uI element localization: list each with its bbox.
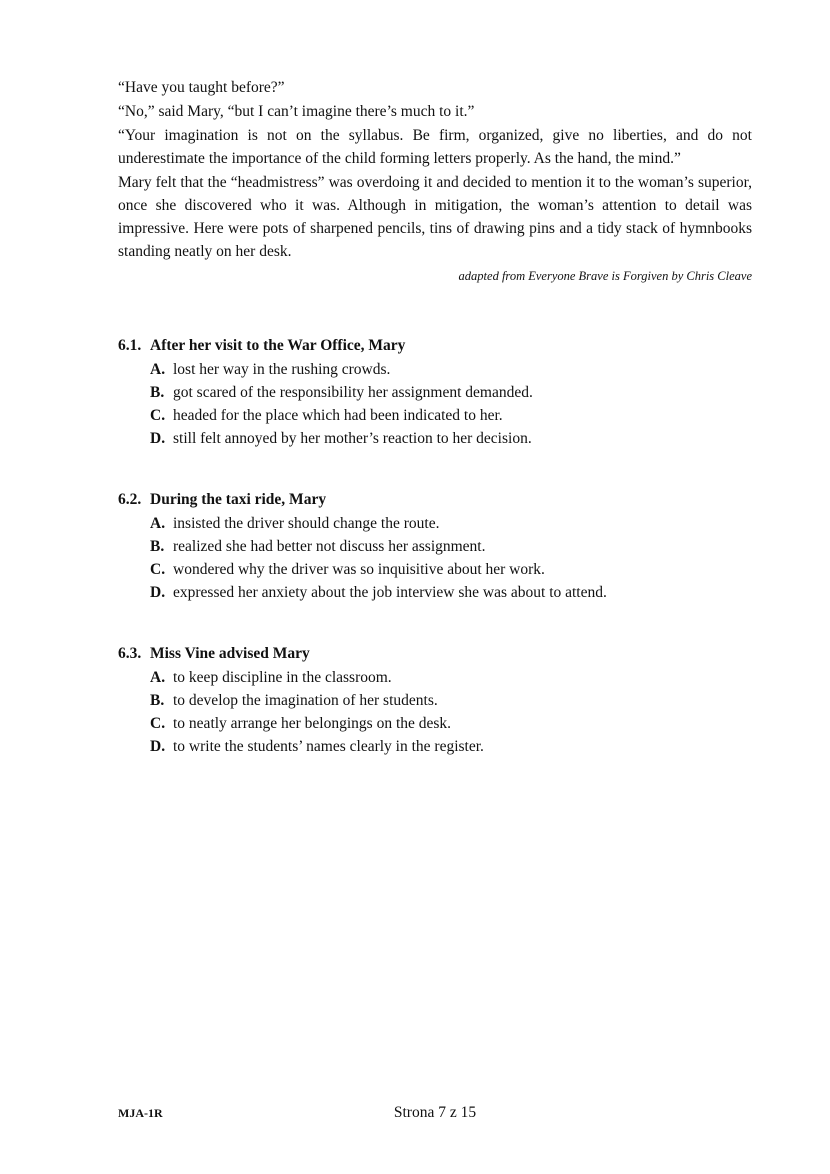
question-stem-text: During the taxi ride, Mary (150, 491, 327, 508)
question-number: 6.3. (118, 645, 142, 662)
answer-option-d[interactable] (118, 581, 752, 604)
option-letter: D. (150, 738, 166, 755)
answer-option-c[interactable] (118, 558, 752, 581)
option-letter: A. (150, 515, 166, 532)
option-text: realized she had better not discuss her assignment. (173, 538, 486, 555)
passage-source: adapted from Everyone Brave is Forgiven by Chris Cleave (458, 269, 752, 283)
reading-passage (118, 76, 752, 285)
option-text: headed for the place which had been indicated to her. (173, 407, 503, 424)
passage-paragraph: “No,” said Mary, “but I can’t imagine there’s much to it.” (118, 103, 475, 120)
option-letter: A. (150, 669, 166, 686)
option-letter: B. (150, 692, 165, 709)
question-6-2 (118, 489, 752, 604)
answer-option-d[interactable] (118, 735, 752, 758)
option-letter: C. (150, 407, 166, 424)
answer-option-a[interactable] (118, 666, 752, 689)
option-letter: A. (150, 361, 166, 378)
option-text: insisted the driver should change the route. (173, 515, 440, 532)
option-text: expressed her anxiety about the job interview she was about to attend. (173, 584, 607, 601)
question-stem (118, 643, 752, 665)
option-text: to write the students’ names clearly in the register. (173, 738, 484, 755)
option-letter: C. (150, 715, 166, 732)
question-6-3 (118, 643, 752, 758)
question-number: 6.1. (118, 337, 142, 354)
page-footer (118, 1104, 752, 1126)
answer-option-d[interactable] (118, 427, 752, 450)
option-letter: D. (150, 430, 166, 447)
page-number: Strona 7 z 15 (393, 1104, 477, 1121)
passage-paragraph: Mary felt that the “headmistress” was overdoing it and decided to mention it to the woman’s superior, once she discovered who it was. Although in mitigation, the woman’s attention to detail was impressive. Here were pots of sharpened pencils, tins of drawing pins and a tidy stack of hymnbooks standing neatly on her desk. (118, 174, 752, 260)
answer-option-c[interactable] (118, 712, 752, 735)
question-6-1 (118, 335, 752, 450)
question-stem (118, 489, 752, 511)
option-text: still felt annoyed by her mother’s reaction to her decision. (173, 430, 532, 447)
question-stem (118, 335, 752, 357)
answer-option-b[interactable] (118, 381, 752, 404)
answer-option-a[interactable] (118, 512, 752, 535)
passage-paragraph: “Your imagination is not on the syllabus. Be firm, organized, give no liberties, and do not underestimate the importance of the child forming letters properly. As the hand, the mind.” (118, 127, 752, 167)
option-letter: D. (150, 584, 166, 601)
option-text: to keep discipline in the classroom. (173, 669, 392, 686)
answer-option-c[interactable] (118, 404, 752, 427)
exam-code: MJA-1R (118, 1106, 163, 1120)
option-text: wondered why the driver was so inquisitive about her work. (173, 561, 545, 578)
option-letter: C. (150, 561, 166, 578)
answer-option-a[interactable] (118, 358, 752, 381)
question-stem-text: Miss Vine advised Mary (150, 645, 310, 662)
option-text: to neatly arrange her belongings on the desk. (173, 715, 452, 732)
passage-paragraph: “Have you taught before?” (118, 79, 285, 96)
question-number: 6.2. (118, 491, 142, 508)
answer-option-b[interactable] (118, 535, 752, 558)
option-text: got scared of the responsibility her assignment demanded. (173, 384, 533, 401)
answer-option-b[interactable] (118, 689, 752, 712)
option-letter: B. (150, 384, 165, 401)
option-text: to develop the imagination of her students. (173, 692, 438, 709)
option-text: lost her way in the rushing crowds. (173, 361, 391, 378)
option-letter: B. (150, 538, 165, 555)
question-stem-text: After her visit to the War Office, Mary (150, 337, 406, 354)
